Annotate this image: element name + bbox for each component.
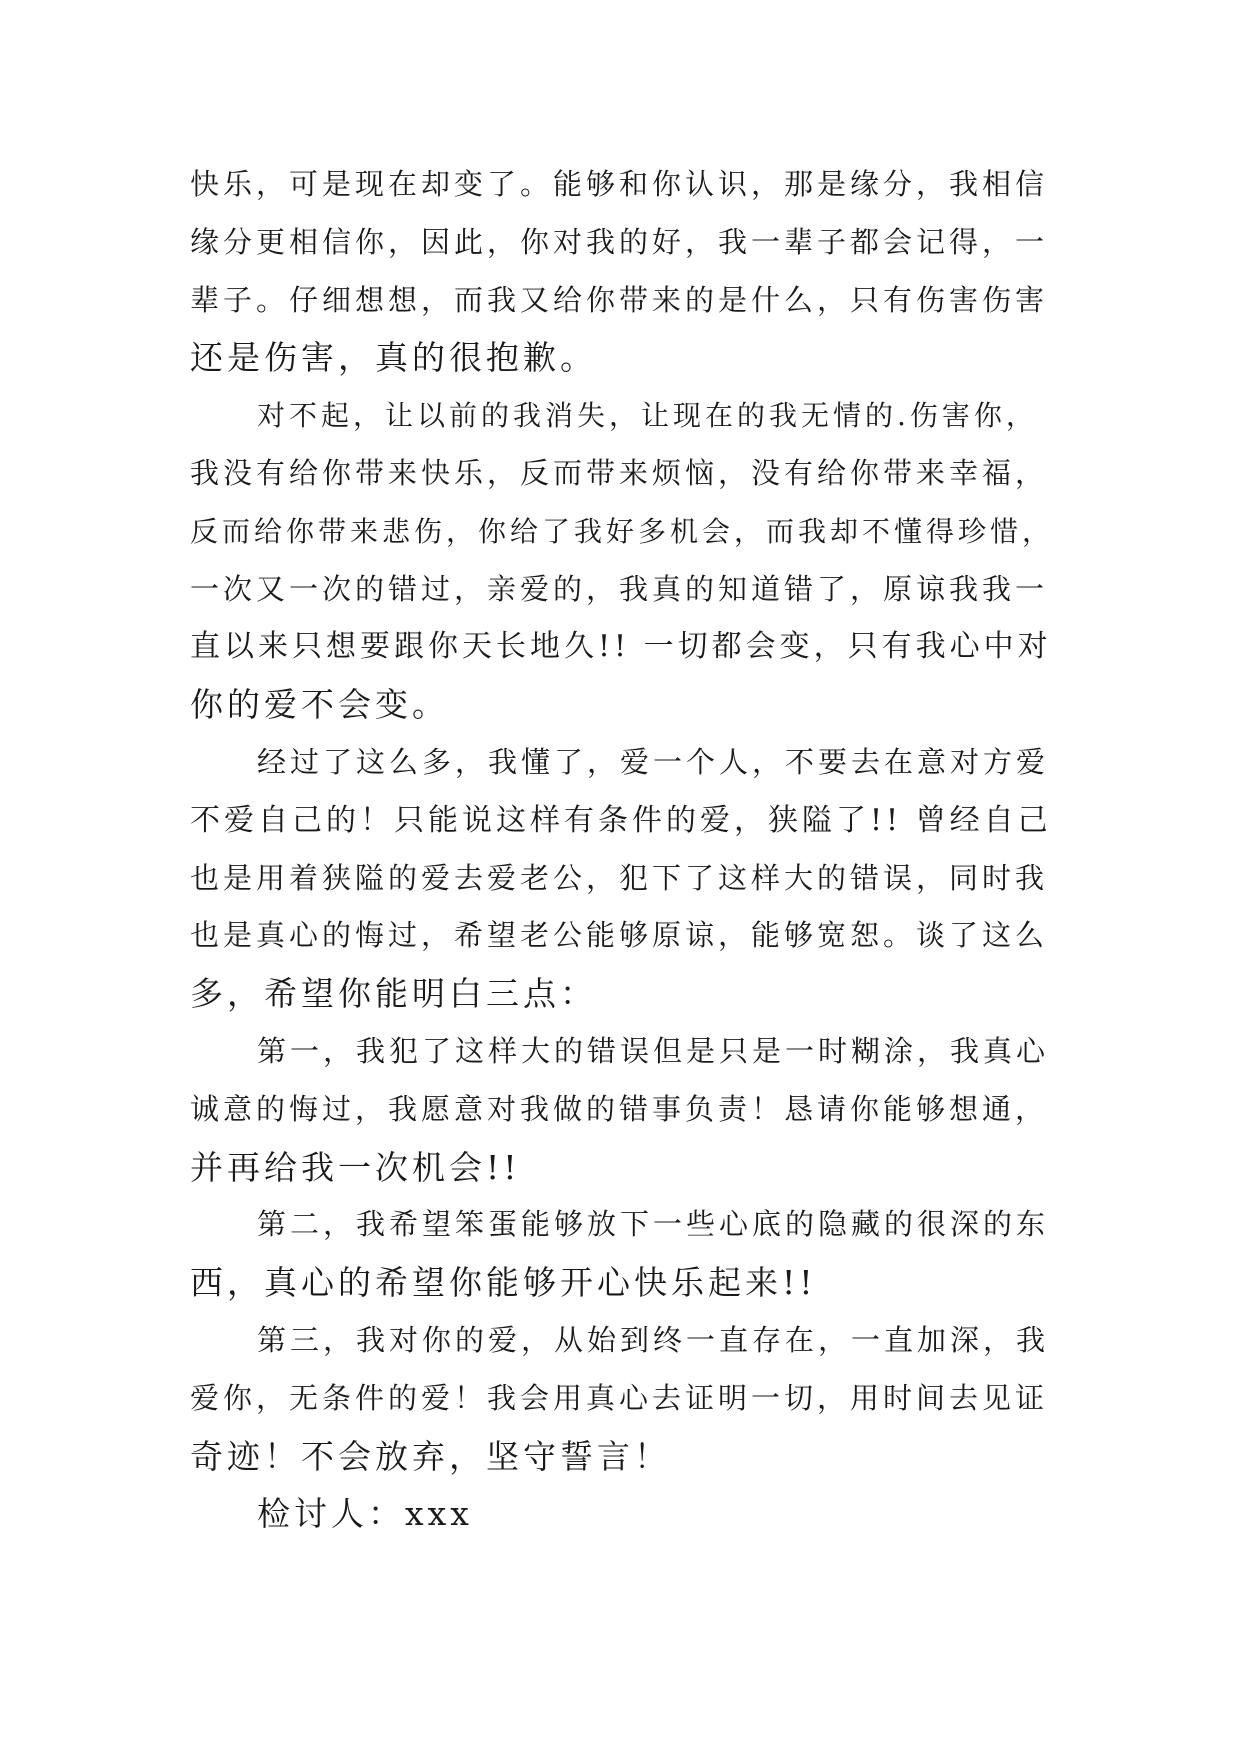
signature-line: 检讨人：xxx [257, 1494, 473, 1534]
text-line: 辈子。仔细想想，而我又给你带来的是什么，只有伤害伤害 [190, 282, 1049, 317]
text-line: 缘分更相信你，因此，你对我的好，我一辈子都会记得，一 [190, 224, 1049, 259]
text-line: 奇迹！不会放弃，坚守誓言！ [190, 1436, 671, 1476]
text-line: 你的爱不会变。 [190, 685, 449, 725]
paragraph-start-line: 第三，我对你的爱，从始到终一直存在，一直加深，我 [257, 1322, 1050, 1357]
text-line: 爱你，无条件的爱！我会用真心去证明一切，用时间去见证 [190, 1380, 1049, 1415]
text-line: 也是用着狭隘的爱去爱老公，犯下了这样大的错误，同时我 [190, 860, 1049, 895]
paragraph-start-line: 对不起，让以前的我消失，让现在的我无情的.伤害你， [257, 399, 1038, 433]
text-line: 不爱自己的！只能说这样有条件的爱，狭隘了!! 曾经自己 [190, 802, 1052, 838]
paragraph-start-line: 经过了这么多，我懂了，爱一个人，不要去在意对方爱 [257, 744, 1050, 779]
paragraph-start-line: 第一，我犯了这样大的错误但是只是一时糊涂，我真心 [257, 1033, 1050, 1068]
text-line: 多，希望你能明白三点： [190, 974, 597, 1014]
text-line: 一次又一次的错过，亲爱的，我真的知道错了，原谅我我一 [190, 571, 1049, 606]
text-line: 也是真心的悔过，希望老公能够原谅，能够宽恕。谈了这么 [190, 918, 1049, 953]
text-line: 还是伤害，真的很抱歉。 [190, 338, 597, 378]
text-line: 快乐，可是现在却变了。能够和你认识，那是缘分，我相信 [190, 167, 1049, 201]
text-line: 直以来只想要跟你天长地久!! 一切都会变，只有我心中对 [190, 629, 1052, 665]
text-line: 西，真心的希望你能够开心快乐起来!! [190, 1263, 817, 1303]
text-line: 反而给你带来悲伤，你给了我好多机会，而我却不懂得珍惜， [190, 514, 1055, 548]
document-body [190, 156, 1060, 1543]
text-line: 并再给我一次机会!! [190, 1147, 521, 1187]
text-line: 我没有给你带来快乐，反而带来烦恼，没有给你带来幸福， [190, 455, 1049, 490]
text-line: 诚意的悔过，我愿意对我做的错事负责！恳请你能够想通， [190, 1091, 1049, 1126]
paragraph-start-line: 第二，我希望笨蛋能够放下一些心底的隐藏的很深的东 [257, 1207, 1050, 1242]
